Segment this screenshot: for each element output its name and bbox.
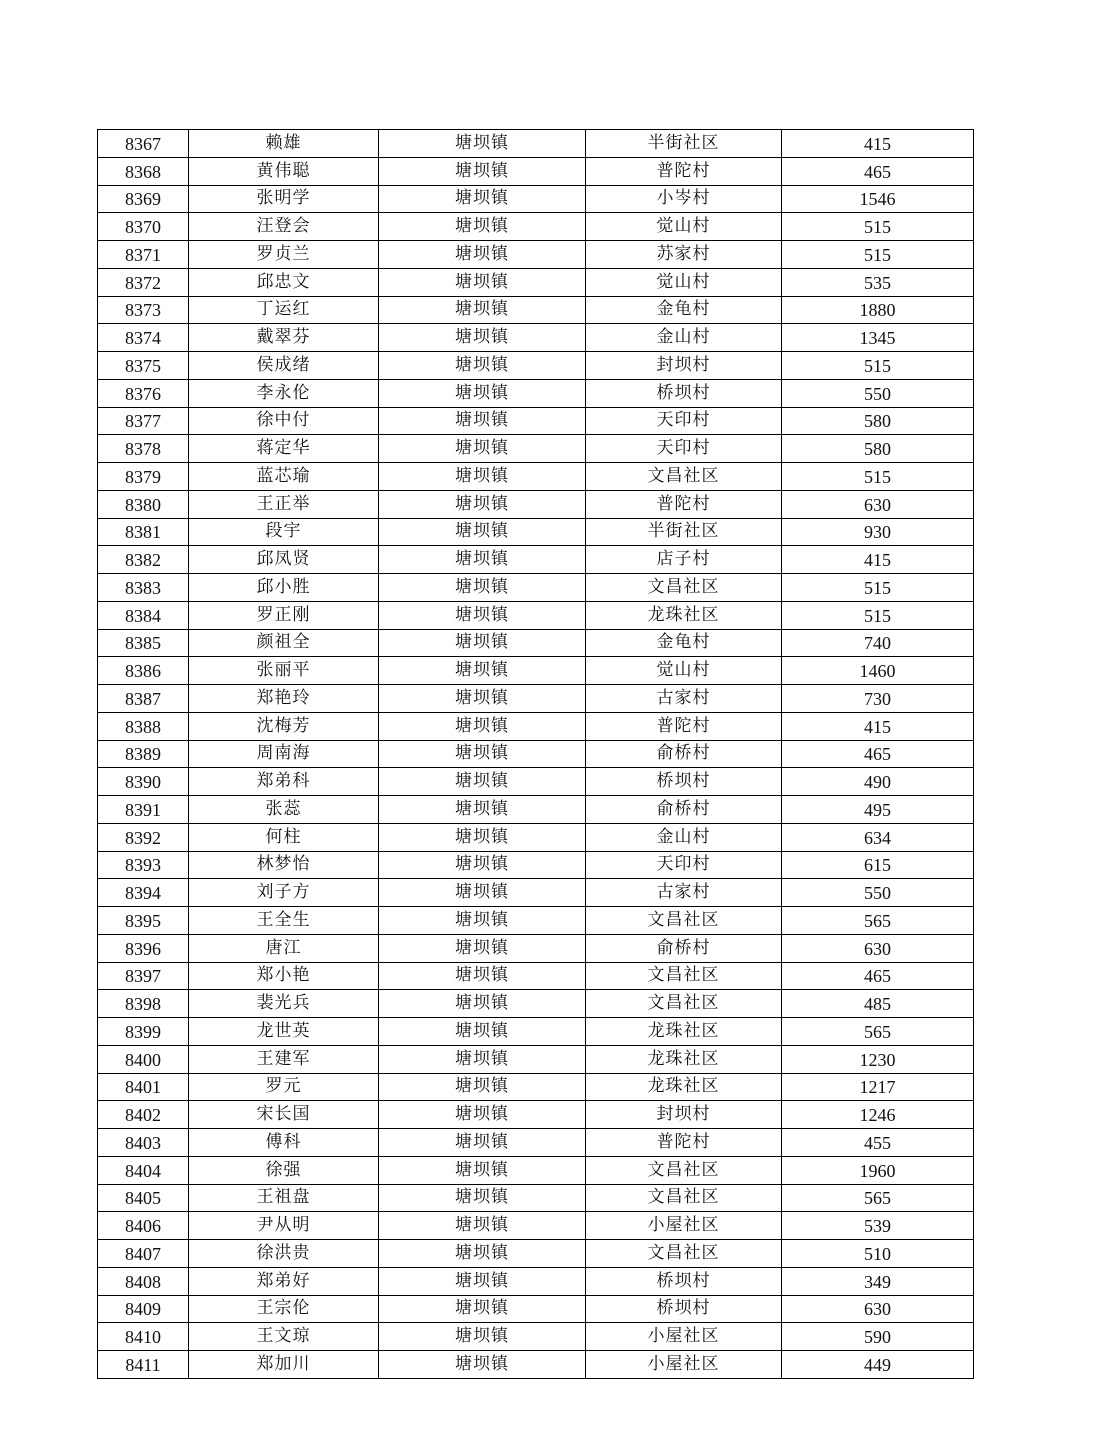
cell-id: 8396 (98, 934, 189, 962)
table-row (98, 546, 974, 574)
cell-id: 8379 (98, 463, 189, 491)
cell-village: 封坝村 (586, 1101, 782, 1129)
cell-town: 塘坝镇 (379, 185, 586, 213)
cell-name: 龙世英 (189, 1018, 379, 1046)
cell-id: 8382 (98, 546, 189, 574)
cell-amount: 1460 (782, 657, 974, 685)
cell-town: 塘坝镇 (379, 1156, 586, 1184)
cell-town: 塘坝镇 (379, 1212, 586, 1240)
cell-name: 傅科 (189, 1129, 379, 1157)
cell-village: 小屋社区 (586, 1351, 782, 1379)
cell-name: 郑弟科 (189, 768, 379, 796)
cell-amount: 515 (782, 574, 974, 602)
cell-id: 8373 (98, 296, 189, 324)
cell-village: 俞桥村 (586, 740, 782, 768)
table-row (98, 296, 974, 324)
cell-town: 塘坝镇 (379, 851, 586, 879)
table-row (98, 213, 974, 241)
cell-village: 封坝村 (586, 352, 782, 380)
cell-village: 店子村 (586, 546, 782, 574)
cell-amount: 1246 (782, 1101, 974, 1129)
cell-id: 8381 (98, 518, 189, 546)
cell-id: 8389 (98, 740, 189, 768)
cell-id: 8410 (98, 1323, 189, 1351)
cell-village: 文昌社区 (586, 990, 782, 1018)
cell-village: 文昌社区 (586, 463, 782, 491)
cell-amount: 415 (782, 130, 974, 158)
cell-town: 塘坝镇 (379, 435, 586, 463)
cell-id: 8387 (98, 685, 189, 713)
cell-amount: 630 (782, 490, 974, 518)
cell-name: 王祖盘 (189, 1184, 379, 1212)
cell-town: 塘坝镇 (379, 213, 586, 241)
table-row (98, 1240, 974, 1268)
table-body (98, 130, 974, 1379)
table-row (98, 1323, 974, 1351)
cell-village: 古家村 (586, 685, 782, 713)
cell-amount: 615 (782, 851, 974, 879)
cell-town: 塘坝镇 (379, 546, 586, 574)
cell-town: 塘坝镇 (379, 657, 586, 685)
table-row (98, 1073, 974, 1101)
cell-id: 8411 (98, 1351, 189, 1379)
cell-name: 黄伟聪 (189, 157, 379, 185)
cell-town: 塘坝镇 (379, 352, 586, 380)
cell-town: 塘坝镇 (379, 1101, 586, 1129)
cell-village: 苏家村 (586, 241, 782, 269)
cell-id: 8370 (98, 213, 189, 241)
cell-amount: 580 (782, 435, 974, 463)
cell-town: 塘坝镇 (379, 796, 586, 824)
table-row (98, 768, 974, 796)
cell-id: 8405 (98, 1184, 189, 1212)
cell-name: 张丽平 (189, 657, 379, 685)
table-row (98, 1295, 974, 1323)
table-row (98, 907, 974, 935)
cell-amount: 515 (782, 213, 974, 241)
table-row (98, 712, 974, 740)
cell-town: 塘坝镇 (379, 990, 586, 1018)
cell-amount: 455 (782, 1129, 974, 1157)
cell-name: 李永伦 (189, 379, 379, 407)
cell-name: 何柱 (189, 823, 379, 851)
cell-village: 文昌社区 (586, 907, 782, 935)
table-row (98, 685, 974, 713)
cell-amount: 1230 (782, 1045, 974, 1073)
cell-name: 王正举 (189, 490, 379, 518)
cell-amount: 565 (782, 1018, 974, 1046)
cell-name: 徐强 (189, 1156, 379, 1184)
cell-village: 金龟村 (586, 296, 782, 324)
cell-village: 龙珠社区 (586, 1045, 782, 1073)
cell-village: 文昌社区 (586, 962, 782, 990)
cell-id: 8392 (98, 823, 189, 851)
cell-town: 塘坝镇 (379, 962, 586, 990)
cell-id: 8408 (98, 1267, 189, 1295)
cell-village: 天印村 (586, 851, 782, 879)
table-row (98, 879, 974, 907)
cell-town: 塘坝镇 (379, 268, 586, 296)
table-row (98, 1129, 974, 1157)
cell-amount: 1880 (782, 296, 974, 324)
cell-id: 8380 (98, 490, 189, 518)
cell-village: 小屋社区 (586, 1212, 782, 1240)
cell-village: 桥坝村 (586, 1295, 782, 1323)
cell-amount: 1217 (782, 1073, 974, 1101)
cell-id: 8368 (98, 157, 189, 185)
cell-id: 8377 (98, 407, 189, 435)
table-row (98, 851, 974, 879)
cell-village: 文昌社区 (586, 1156, 782, 1184)
cell-id: 8367 (98, 130, 189, 158)
cell-name: 颜祖全 (189, 629, 379, 657)
cell-name: 刘子方 (189, 879, 379, 907)
cell-id: 8399 (98, 1018, 189, 1046)
cell-name: 丁运红 (189, 296, 379, 324)
cell-town: 塘坝镇 (379, 379, 586, 407)
cell-amount: 490 (782, 768, 974, 796)
cell-amount: 1960 (782, 1156, 974, 1184)
cell-town: 塘坝镇 (379, 1045, 586, 1073)
cell-town: 塘坝镇 (379, 1073, 586, 1101)
cell-village: 天印村 (586, 435, 782, 463)
cell-village: 古家村 (586, 879, 782, 907)
table-row (98, 1267, 974, 1295)
cell-name: 郑加川 (189, 1351, 379, 1379)
cell-town: 塘坝镇 (379, 1351, 586, 1379)
cell-id: 8388 (98, 712, 189, 740)
cell-amount: 1345 (782, 324, 974, 352)
cell-village: 觉山村 (586, 213, 782, 241)
cell-town: 塘坝镇 (379, 1267, 586, 1295)
cell-name: 张蕊 (189, 796, 379, 824)
cell-id: 8397 (98, 962, 189, 990)
cell-id: 8404 (98, 1156, 189, 1184)
cell-name: 侯成绪 (189, 352, 379, 380)
cell-town: 塘坝镇 (379, 241, 586, 269)
cell-id: 8403 (98, 1129, 189, 1157)
table-row (98, 629, 974, 657)
cell-village: 龙珠社区 (586, 1073, 782, 1101)
cell-name: 唐江 (189, 934, 379, 962)
cell-amount: 465 (782, 157, 974, 185)
cell-id: 8384 (98, 601, 189, 629)
cell-amount: 565 (782, 907, 974, 935)
cell-name: 郑弟好 (189, 1267, 379, 1295)
cell-name: 王宗伦 (189, 1295, 379, 1323)
cell-amount: 449 (782, 1351, 974, 1379)
cell-village: 觉山村 (586, 268, 782, 296)
cell-id: 8394 (98, 879, 189, 907)
cell-name: 徐中付 (189, 407, 379, 435)
cell-amount: 634 (782, 823, 974, 851)
cell-name: 蓝芯瑜 (189, 463, 379, 491)
cell-id: 8391 (98, 796, 189, 824)
cell-id: 8400 (98, 1045, 189, 1073)
table-row (98, 157, 974, 185)
cell-name: 邱忠文 (189, 268, 379, 296)
cell-id: 8402 (98, 1101, 189, 1129)
cell-town: 塘坝镇 (379, 712, 586, 740)
cell-town: 塘坝镇 (379, 629, 586, 657)
cell-village: 金龟村 (586, 629, 782, 657)
cell-village: 普陀村 (586, 157, 782, 185)
cell-village: 半街社区 (586, 130, 782, 158)
cell-town: 塘坝镇 (379, 1295, 586, 1323)
cell-amount: 515 (782, 352, 974, 380)
cell-amount: 630 (782, 934, 974, 962)
cell-village: 普陀村 (586, 1129, 782, 1157)
cell-town: 塘坝镇 (379, 463, 586, 491)
table-row (98, 934, 974, 962)
cell-village: 桥坝村 (586, 1267, 782, 1295)
cell-village: 普陀村 (586, 712, 782, 740)
cell-id: 8375 (98, 352, 189, 380)
cell-village: 龙珠社区 (586, 1018, 782, 1046)
table-row (98, 1045, 974, 1073)
cell-amount: 930 (782, 518, 974, 546)
cell-village: 桥坝村 (586, 768, 782, 796)
cell-id: 8398 (98, 990, 189, 1018)
cell-town: 塘坝镇 (379, 490, 586, 518)
cell-town: 塘坝镇 (379, 1129, 586, 1157)
cell-amount: 485 (782, 990, 974, 1018)
cell-town: 塘坝镇 (379, 879, 586, 907)
table-row (98, 740, 974, 768)
cell-name: 宋长国 (189, 1101, 379, 1129)
cell-town: 塘坝镇 (379, 574, 586, 602)
cell-village: 小屋社区 (586, 1323, 782, 1351)
table-row (98, 962, 974, 990)
cell-amount: 590 (782, 1323, 974, 1351)
cell-town: 塘坝镇 (379, 407, 586, 435)
cell-id: 8390 (98, 768, 189, 796)
cell-name: 罗贞兰 (189, 241, 379, 269)
table-row (98, 185, 974, 213)
cell-amount: 415 (782, 546, 974, 574)
cell-amount: 495 (782, 796, 974, 824)
cell-amount: 510 (782, 1240, 974, 1268)
cell-id: 8406 (98, 1212, 189, 1240)
cell-name: 周南海 (189, 740, 379, 768)
cell-id: 8371 (98, 241, 189, 269)
table-row (98, 379, 974, 407)
cell-name: 裴光兵 (189, 990, 379, 1018)
cell-name: 汪登会 (189, 213, 379, 241)
cell-amount: 515 (782, 241, 974, 269)
cell-amount: 535 (782, 268, 974, 296)
cell-amount: 550 (782, 879, 974, 907)
cell-id: 8393 (98, 851, 189, 879)
cell-id: 8372 (98, 268, 189, 296)
cell-name: 尹从明 (189, 1212, 379, 1240)
table-row (98, 463, 974, 491)
cell-village: 俞桥村 (586, 796, 782, 824)
cell-village: 普陀村 (586, 490, 782, 518)
cell-town: 塘坝镇 (379, 1018, 586, 1046)
table-row (98, 1156, 974, 1184)
cell-amount: 465 (782, 740, 974, 768)
cell-amount: 515 (782, 601, 974, 629)
cell-village: 半街社区 (586, 518, 782, 546)
cell-amount: 580 (782, 407, 974, 435)
cell-name: 郑小艳 (189, 962, 379, 990)
cell-village: 俞桥村 (586, 934, 782, 962)
cell-town: 塘坝镇 (379, 601, 586, 629)
cell-town: 塘坝镇 (379, 324, 586, 352)
cell-name: 罗正刚 (189, 601, 379, 629)
table-row (98, 435, 974, 463)
table-row (98, 407, 974, 435)
table-row (98, 352, 974, 380)
cell-village: 天印村 (586, 407, 782, 435)
cell-id: 8378 (98, 435, 189, 463)
cell-town: 塘坝镇 (379, 934, 586, 962)
cell-town: 塘坝镇 (379, 518, 586, 546)
cell-town: 塘坝镇 (379, 296, 586, 324)
table-row (98, 796, 974, 824)
cell-amount: 539 (782, 1212, 974, 1240)
cell-town: 塘坝镇 (379, 1240, 586, 1268)
cell-village: 文昌社区 (586, 1240, 782, 1268)
cell-amount: 740 (782, 629, 974, 657)
cell-town: 塘坝镇 (379, 768, 586, 796)
cell-name: 林梦怡 (189, 851, 379, 879)
cell-village: 金山村 (586, 324, 782, 352)
table-row (98, 574, 974, 602)
cell-name: 沈梅芳 (189, 712, 379, 740)
cell-name: 赖雄 (189, 130, 379, 158)
cell-amount: 465 (782, 962, 974, 990)
cell-amount: 415 (782, 712, 974, 740)
table-row (98, 518, 974, 546)
cell-id: 8385 (98, 629, 189, 657)
cell-town: 塘坝镇 (379, 823, 586, 851)
cell-amount: 565 (782, 1184, 974, 1212)
cell-amount: 515 (782, 463, 974, 491)
cell-name: 张明学 (189, 185, 379, 213)
cell-name: 王建军 (189, 1045, 379, 1073)
cell-id: 8407 (98, 1240, 189, 1268)
cell-name: 王全生 (189, 907, 379, 935)
cell-id: 8374 (98, 324, 189, 352)
cell-village: 桥坝村 (586, 379, 782, 407)
cell-id: 8376 (98, 379, 189, 407)
cell-town: 塘坝镇 (379, 907, 586, 935)
cell-name: 蒋定华 (189, 435, 379, 463)
cell-amount: 349 (782, 1267, 974, 1295)
cell-name: 王文琼 (189, 1323, 379, 1351)
cell-amount: 730 (782, 685, 974, 713)
cell-id: 8383 (98, 574, 189, 602)
cell-village: 龙珠社区 (586, 601, 782, 629)
cell-amount: 630 (782, 1295, 974, 1323)
table-row (98, 1184, 974, 1212)
cell-name: 郑艳玲 (189, 685, 379, 713)
table-row (98, 1101, 974, 1129)
table-row (98, 130, 974, 158)
table-row (98, 1018, 974, 1046)
cell-town: 塘坝镇 (379, 685, 586, 713)
cell-village: 觉山村 (586, 657, 782, 685)
cell-town: 塘坝镇 (379, 1323, 586, 1351)
table-row (98, 268, 974, 296)
cell-town: 塘坝镇 (379, 740, 586, 768)
cell-id: 8395 (98, 907, 189, 935)
cell-name: 戴翠芬 (189, 324, 379, 352)
table-row (98, 324, 974, 352)
cell-village: 金山村 (586, 823, 782, 851)
cell-town: 塘坝镇 (379, 1184, 586, 1212)
cell-village: 小岑村 (586, 185, 782, 213)
table-row (98, 1351, 974, 1379)
table-row (98, 657, 974, 685)
table-row (98, 1212, 974, 1240)
cell-name: 徐洪贵 (189, 1240, 379, 1268)
cell-name: 段宇 (189, 518, 379, 546)
cell-amount: 550 (782, 379, 974, 407)
data-table (97, 129, 974, 1379)
cell-town: 塘坝镇 (379, 130, 586, 158)
cell-name: 邱凤贤 (189, 546, 379, 574)
table-row (98, 990, 974, 1018)
cell-id: 8369 (98, 185, 189, 213)
cell-village: 文昌社区 (586, 574, 782, 602)
table-row (98, 823, 974, 851)
cell-id: 8409 (98, 1295, 189, 1323)
table-row (98, 490, 974, 518)
cell-town: 塘坝镇 (379, 157, 586, 185)
table-row (98, 601, 974, 629)
cell-id: 8386 (98, 657, 189, 685)
cell-name: 罗元 (189, 1073, 379, 1101)
table-row (98, 241, 974, 269)
cell-id: 8401 (98, 1073, 189, 1101)
cell-village: 文昌社区 (586, 1184, 782, 1212)
cell-name: 邱小胜 (189, 574, 379, 602)
cell-amount: 1546 (782, 185, 974, 213)
